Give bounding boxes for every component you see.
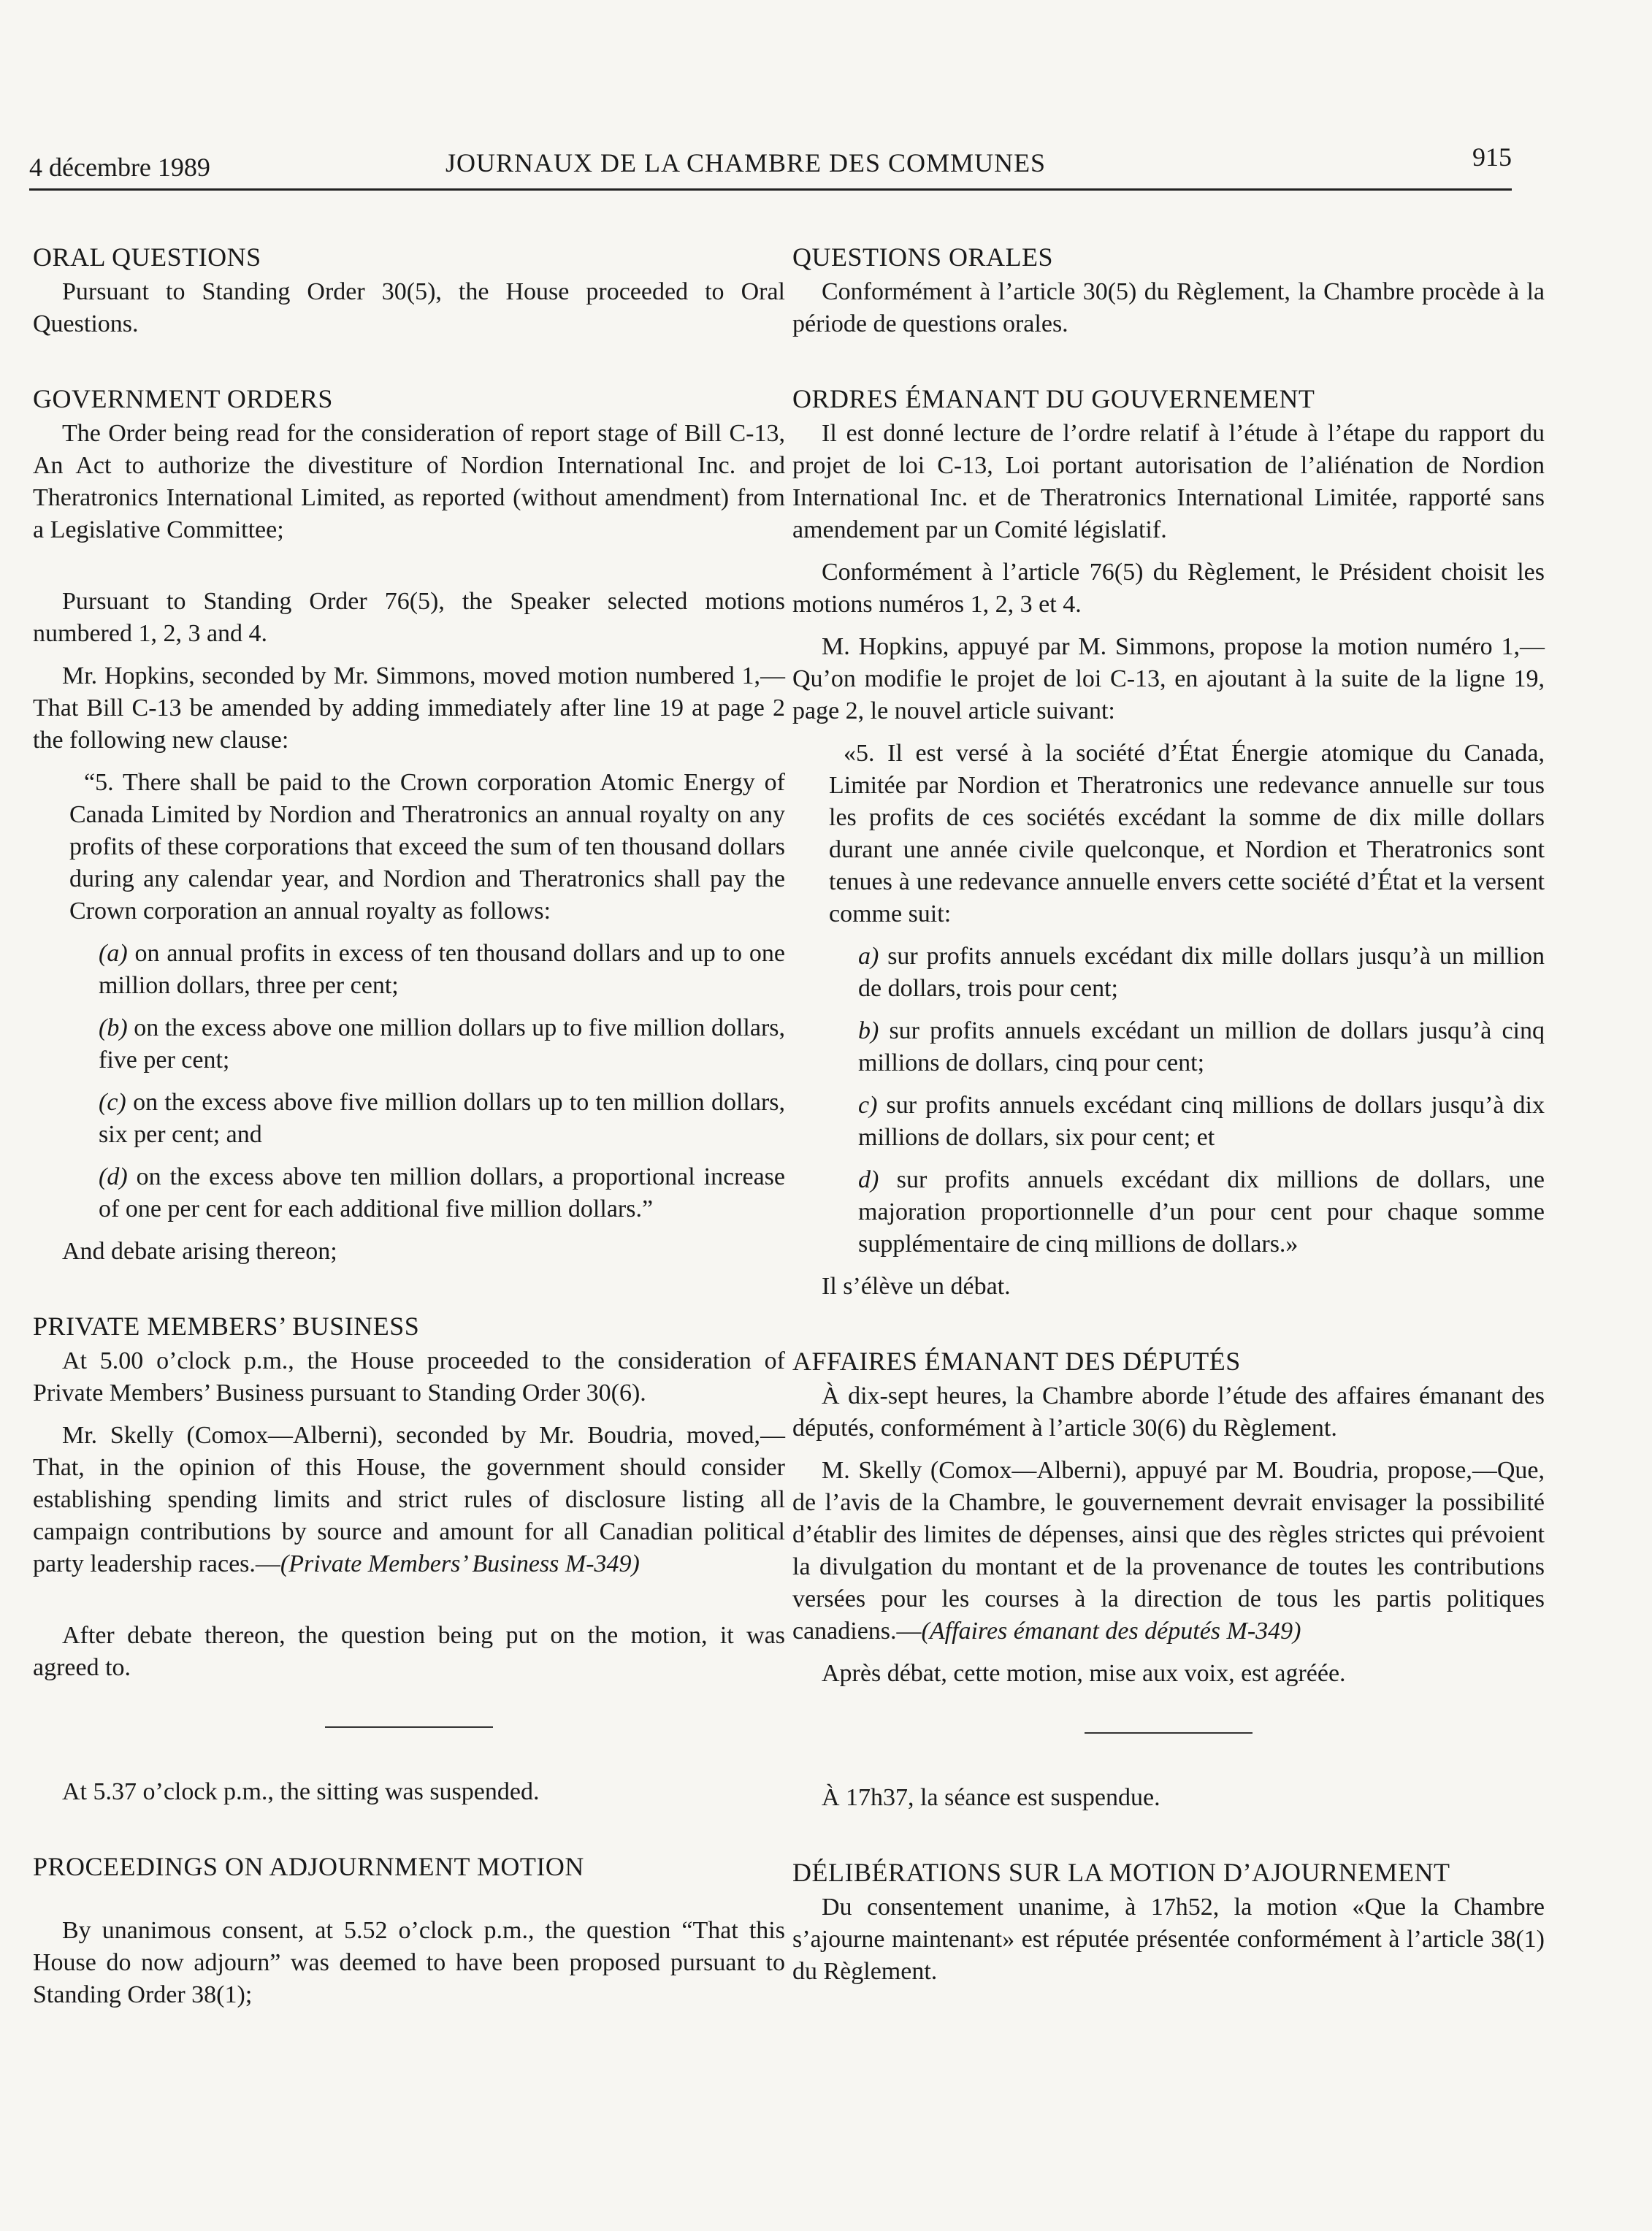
item-text: on the excess above one million dollars up to five million dollars, five per cent; xyxy=(99,1014,786,1074)
section-title: PRIVATE MEMBERS’ BUSINESS xyxy=(33,1312,420,1341)
motion-text: Mr. Skelly (Comox—Alberni), seconded by Mr. Boudria, moved,—That, in the opinion of this House, the government should consider establishing spending limits and strict rules of disclosure listing all campaign contributions by source and amount for all Canadian political party leadership races.— xyxy=(33,1422,785,1577)
new-clause: “5. There shall be paid to the Crown corporation Atomic Energy of Canada Limited by Nordion and Theratronics an annual royalty on any profits of these corporations that exceed the sum of ten thousand dollars during any calendar year, and Nordion and Theratronics shall pay the Crown corporation an annual royalty as follows: xyxy=(69,769,785,925)
clause-item xyxy=(99,1161,785,1225)
paragraph: The Order being read for the consideration of report stage of Bill C-13, An Act to authorize the divestiture of Nordion International Inc. and Theratronics International Limited, as reported (without amendment) from a Legislative Committee; xyxy=(33,420,785,543)
item-text: sur profits annuels excédant dix millions de dollars, une majoration proportionnelle d’un pour cent pour chaque somme supplémentaire de cinq millions de dollars.» xyxy=(858,1166,1545,1258)
oral-questions-section xyxy=(33,241,785,340)
section-title: DÉLIBÉRATIONS SUR LA MOTION D’AJOURNEMENT xyxy=(792,1858,1450,1887)
paragraph: Mr. Hopkins, seconded by Mr. Simmons, moved motion numbered 1,—That Bill C-13 be amended by adding immediately after line 19 at page 2 the following new clause: xyxy=(33,662,785,754)
item-text: sur profits annuels excédant dix mille dollars jusqu’à un million de dollars, trois pour cent; xyxy=(858,943,1545,1002)
item-text: on annual profits in excess of ten thousand dollars and up to one million dollars, three per cent; xyxy=(99,940,785,999)
item-text: on the excess above ten million dollars, a proportional increase of one per cent for each additional five million dollars.” xyxy=(99,1163,786,1222)
motion-reference: (Private Members’ Business M-349) xyxy=(280,1550,640,1577)
paragraph: M. Hopkins, appuyé par M. Simmons, propose la motion numéro 1,—Qu’on modifie le projet de loi C-13, en ajoutant à la suite de la ligne 19, page 2, le nouvel article suivant: xyxy=(792,633,1545,724)
section-title: ORDRES ÉMANANT DU GOUVERNEMENT xyxy=(792,384,1315,413)
clause-item xyxy=(858,1164,1545,1260)
item-label: a) xyxy=(858,943,879,970)
adjournment-section xyxy=(792,1856,1545,1988)
french-column xyxy=(792,241,1545,2030)
paragraph: At 5.37 o’clock p.m., the sitting was suspended. xyxy=(62,1778,540,1805)
divider xyxy=(1085,1732,1253,1734)
section-title: AFFAIRES ÉMANANT DES DÉPUTÉS xyxy=(792,1347,1241,1376)
item-text: sur profits annuels excédant cinq millions de dollars jusqu’à dix millions de dollars, six pour cent; et xyxy=(858,1092,1545,1151)
clause-item xyxy=(858,1090,1545,1154)
page-number: 915 xyxy=(1472,142,1512,172)
motion-reference: (Affaires émanant des députés M-349) xyxy=(921,1618,1301,1645)
paragraph: À 17h37, la séance est suspendue. xyxy=(822,1784,1160,1811)
private-members-section xyxy=(33,1310,785,1684)
item-label: (b) xyxy=(99,1014,128,1041)
section-title: PROCEEDINGS ON ADJOURNMENT MOTION xyxy=(33,1852,584,1881)
item-label: b) xyxy=(858,1017,879,1044)
government-orders-section xyxy=(792,383,1545,1303)
motion-text: M. Skelly (Comox—Alberni), appuyé par M. Boudria, propose,—Que, de l’avis de la Chambre, le gouvernement devrait envisager la possibilité d’établir des limites de dépenses, ainsi que des règles strictes qui prévoient la divulgation du montant et de la provenance de toutes les contributions versées pour les courses à la direction de tous les partis politiques canadiens.— xyxy=(792,1457,1545,1645)
paragraph: Pursuant to Standing Order 76(5), the Speaker selected motions numbered 1, 2, 3 and 4. xyxy=(33,588,785,647)
oral-questions-section xyxy=(792,241,1545,340)
item-text: on the excess above five million dollars up to ten million dollars, six per cent; and xyxy=(99,1089,785,1148)
paragraph xyxy=(792,1455,1545,1648)
english-column xyxy=(33,241,785,2054)
item-label: (a) xyxy=(99,940,128,967)
paragraph: Il est donné lecture de l’ordre relatif à l’étude à l’étape du rapport du projet de loi C-13, Loi portant autorisation de l’aliénation de Nordion International Inc. et de Theratronics International Limitée, rapporté sans amendement par un Comité législatif. xyxy=(792,420,1545,543)
section-title: QUESTIONS ORALES xyxy=(792,242,1054,272)
section-title: GOVERNMENT ORDERS xyxy=(33,384,333,413)
paragraph: After debate thereon, the question being put on the motion, it was agreed to. xyxy=(33,1622,785,1681)
clause-item xyxy=(858,941,1545,1005)
section-title: ORAL QUESTIONS xyxy=(33,242,261,272)
item-label: (d) xyxy=(99,1163,128,1190)
item-label: c) xyxy=(858,1092,878,1119)
item-text: sur profits annuels excédant un million de dollars jusqu’à cinq millions de dollars, cinq pour cent; xyxy=(858,1017,1545,1076)
item-label: (c) xyxy=(99,1089,126,1116)
divider xyxy=(325,1726,493,1728)
paragraph: Après débat, cette motion, mise aux voix, est agréée. xyxy=(822,1660,1346,1687)
adjournment-section xyxy=(33,1851,785,2011)
page-header xyxy=(29,130,1512,191)
paragraph: And debate arising thereon; xyxy=(62,1238,337,1265)
paragraph: Pursuant to Standing Order 30(5), the House proceeded to Oral Questions. xyxy=(33,278,785,337)
paragraph: At 5.00 o’clock p.m., the House proceeded to the consideration of Private Members’ Business pursuant to Standing Order 30(6). xyxy=(33,1347,785,1407)
clause-item xyxy=(99,938,785,1002)
paragraph: Du consentement unanime, à 17h52, la motion «Que la Chambre s’ajourne maintenant» est réputée présentée conformément à l’article 38(1) du Règlement. xyxy=(792,1894,1545,1985)
clause-item xyxy=(99,1012,785,1076)
item-label: d) xyxy=(858,1166,879,1193)
header-title: JOURNAUX DE LA CHAMBRE DES COMMUNES xyxy=(445,148,1047,177)
clause-item xyxy=(858,1015,1545,1079)
clause-item xyxy=(99,1087,785,1151)
paragraph xyxy=(33,1420,785,1580)
new-clause: «5. Il est versé à la société d’État Énergie atomique du Canada, Limitée par Nordion et Theratronics une redevance annuelle sur tous les profits de ces sociétés excédant la somme de dix mille dollars durant une année civile quelconque, et Nordion et Theratronics sont tenues à une redevance annuelle envers cette société d’État et la versent comme suit: xyxy=(829,740,1545,927)
paragraph: By unanimous consent, at 5.52 o’clock p.m., the question “That this House do now adjourn” was deemed to have been proposed pursuant to Standing Order 38(1); xyxy=(33,1917,785,2008)
private-members-section xyxy=(792,1345,1545,1690)
paragraph: À dix-sept heures, la Chambre aborde l’étude des affaires émanant des députés, conformément à l’article 30(6) du Règlement. xyxy=(792,1382,1545,1442)
header-date: 4 décembre 1989 xyxy=(29,153,210,182)
paragraph: Conformément à l’article 30(5) du Règlement, la Chambre procède à la période de questions orales. xyxy=(792,278,1545,337)
paragraph: Conformément à l’article 76(5) du Règlement, le Président choisit les motions numéros 1, 2, 3 et 4. xyxy=(792,559,1545,618)
government-orders-section xyxy=(33,383,785,1268)
paragraph: Il s’élève un débat. xyxy=(822,1273,1011,1300)
